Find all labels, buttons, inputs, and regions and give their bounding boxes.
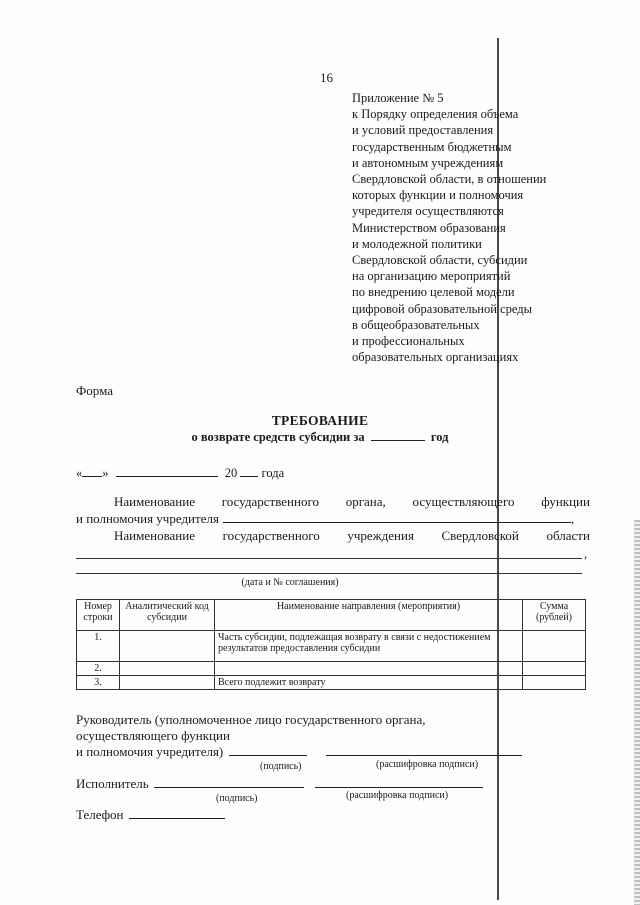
word: функции	[541, 494, 590, 509]
row-number: 2.	[77, 662, 120, 676]
row-name: Всего подлежит возврату	[215, 676, 523, 690]
executor-decode-blank	[315, 776, 483, 788]
year-blank	[371, 430, 425, 441]
sign-caption: (подпись)	[216, 793, 258, 804]
appendix-line: Свердловской области, субсидии	[352, 253, 528, 268]
p1-line2: и полномочия учредителя ,	[76, 511, 575, 526]
scan-edge-artifact	[634, 520, 640, 905]
appendix-line: Свердловской области, в отношении	[352, 172, 547, 187]
word: государственного	[221, 494, 319, 509]
founder-blank	[223, 511, 571, 523]
executor-label: Исполнитель	[76, 776, 149, 791]
appendix-line: учредителя осуществляются	[352, 204, 504, 219]
word: Наименование	[114, 528, 195, 543]
executor-sign-blank	[154, 776, 304, 788]
appendix-line: Министерством образования	[352, 220, 506, 235]
institution-blank	[76, 558, 582, 559]
comma: ,	[584, 546, 588, 561]
appendix-line: и условий предоставления	[352, 123, 494, 138]
header-code: Аналитический код субсидии	[120, 600, 215, 631]
decode-caption: (расшифровка подписи)	[346, 790, 449, 801]
table-row	[77, 676, 586, 690]
row-name: Часть субсидии, подлежащая возврату в связи с недостижением результатов предоставления субсидии	[215, 631, 523, 662]
head-signature-block	[76, 712, 522, 760]
sign-caption: (подпись)	[260, 761, 302, 772]
row-number: 1.	[77, 631, 120, 662]
appendix-line: по внедрению целевой модели	[352, 285, 515, 300]
form-label: Форма	[76, 383, 113, 398]
body-paragraph-1	[76, 494, 590, 527]
decode-caption: (расшифровка подписи)	[376, 759, 479, 770]
row-sum	[523, 631, 586, 662]
subtitle-year-word: год	[430, 430, 449, 444]
head-line: и полномочия учредителя)	[76, 744, 224, 759]
head-line: Руководитель (уполномоченное лицо государственного органа,	[76, 712, 426, 727]
agreement-blank	[76, 573, 582, 574]
year-suffix: года	[261, 466, 285, 480]
year-prefix: 20	[224, 466, 238, 480]
appendix-line: к Порядку определения объема	[352, 107, 519, 122]
row-code	[120, 631, 215, 662]
header-row-number: Номер строки	[77, 600, 120, 631]
row-sum	[523, 676, 586, 690]
page-number: 16	[320, 70, 333, 85]
header-name: Наименование направления (мероприятия)	[215, 600, 523, 631]
table-header-row	[77, 600, 586, 631]
appendix-header	[352, 90, 602, 365]
close-quote: »	[102, 466, 109, 480]
appendix-line: и автономным учреждениям	[352, 155, 504, 170]
phone-blank	[129, 807, 225, 819]
appendix-line: Приложение № 5	[352, 91, 444, 105]
word: области	[546, 528, 590, 543]
appendix-line: государственным бюджетным	[352, 139, 512, 154]
p2-line1	[76, 528, 590, 544]
phone-line	[76, 807, 225, 823]
month-blank	[116, 465, 218, 477]
open-quote: «	[76, 466, 83, 480]
word: Свердловской	[441, 528, 519, 543]
appendix-line: цифровой образовательной среды	[352, 301, 532, 316]
header-sum: Сумма (рублей)	[523, 600, 586, 631]
table-row	[77, 662, 586, 676]
word: учреждения	[347, 528, 414, 543]
body-paragraph-2	[76, 528, 590, 544]
agreement-caption: (дата и № соглашения)	[241, 577, 339, 588]
day-blank	[82, 465, 102, 477]
word: осуществляющего	[412, 494, 515, 509]
refund-table	[76, 599, 586, 690]
row-name	[215, 662, 523, 676]
year-digits-blank	[240, 465, 258, 477]
p1-line2-text: и полномочия учредителя	[76, 511, 219, 526]
word: государственного	[222, 528, 320, 543]
row-code	[120, 662, 215, 676]
phone-label: Телефон	[76, 807, 124, 822]
head-line-3	[76, 744, 522, 760]
row-number: 3.	[77, 676, 120, 690]
row-sum	[523, 662, 586, 676]
document-title: ТРЕБОВАНИЕ	[271, 413, 369, 428]
appendix-line: и профессиональных	[352, 334, 465, 349]
head-sign-blank	[229, 744, 307, 756]
head-decode-blank	[326, 744, 522, 756]
table-row	[77, 631, 586, 662]
word: органа,	[345, 494, 386, 509]
appendix-line: которых функции и полномочия	[352, 188, 524, 203]
subtitle-text: о возврате средств субсидии за	[191, 430, 365, 444]
appendix-line: образовательных организациях	[352, 350, 519, 365]
p1-line1	[76, 494, 590, 510]
document-subtitle	[0, 430, 640, 445]
head-line: осуществляющего функции	[76, 728, 230, 743]
appendix-line: на организацию мероприятий	[352, 269, 511, 284]
date-line	[76, 465, 284, 481]
word: Наименование	[114, 494, 195, 509]
appendix-line: и молодежной политики	[352, 236, 482, 251]
appendix-line: в общеобразовательных	[352, 317, 480, 332]
row-code	[120, 676, 215, 690]
